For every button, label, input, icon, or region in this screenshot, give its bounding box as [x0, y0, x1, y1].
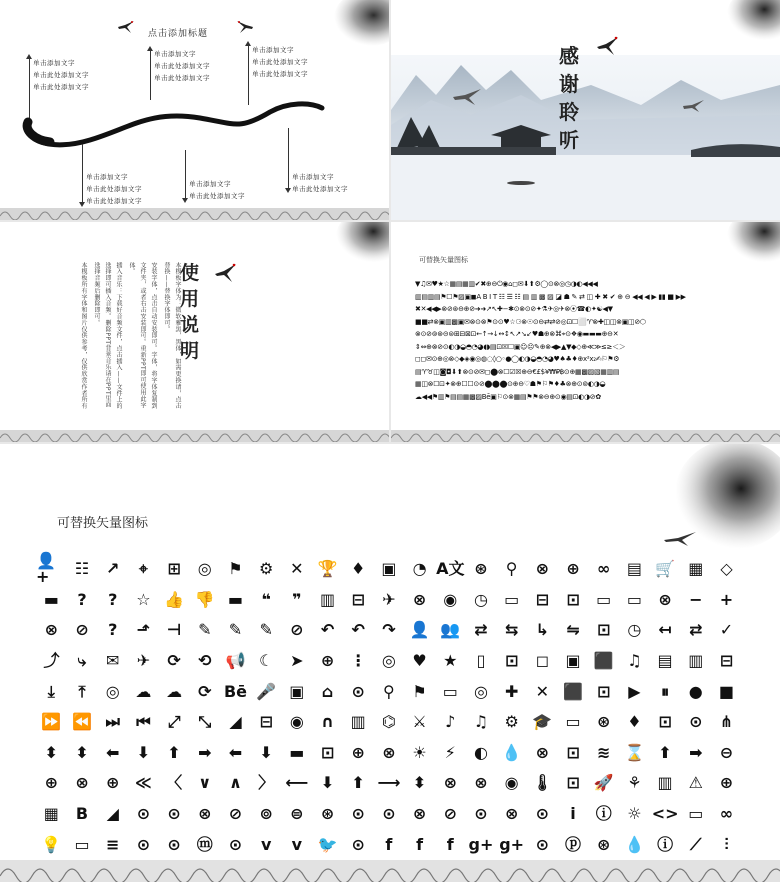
ink-wash-decoration — [721, 0, 780, 54]
icons-title[interactable]: 可替换矢量图标 — [57, 516, 149, 531]
vector-icon: ⌂ — [321, 681, 334, 701]
vector-icon: ◎ — [105, 681, 120, 701]
brush-stroke — [20, 100, 325, 164]
vector-icon: ♥ — [412, 651, 427, 671]
vector-icon: 🎤 — [256, 681, 277, 701]
vector-icon: ⬆ — [167, 742, 181, 762]
vector-icon: − — [689, 589, 703, 609]
vector-icon: ? — [108, 589, 118, 609]
vector-icon: f — [446, 834, 454, 854]
vector-icon: ∧ — [228, 773, 242, 793]
vector-icon: ❞ — [292, 589, 302, 609]
vector-icon: ⊘ — [443, 804, 457, 824]
instruction-column: 插入音乐：下载好音频文件，点击插入——文件上的选择即可插入音频。删除PPT背景音乐请在PPT里面选择音频后删除即可。 — [93, 262, 122, 410]
vector-icon: ⇄ — [474, 620, 488, 640]
vector-icon: ⚑ — [412, 681, 427, 701]
vector-icon: ⊗ — [535, 559, 550, 579]
vector-icon: ▭ — [626, 589, 642, 609]
slide-instructions[interactable] — [0, 222, 389, 442]
vector-icon: ⚔ — [412, 712, 427, 732]
vector-icon: ▭ — [688, 804, 704, 824]
vector-icon: ⫶ — [724, 834, 729, 854]
vector-icon: ⊚ — [259, 804, 273, 824]
vector-icon: ⊙ — [136, 834, 151, 854]
vector-icon: ⊙ — [535, 804, 550, 824]
vector-icon: ⊙ — [351, 681, 365, 701]
vector-icon: ⊗ — [198, 804, 212, 824]
vector-icon: ☁ — [166, 681, 183, 701]
vector-icon: ⟋ — [690, 834, 702, 854]
vector-icon: ⟵ — [285, 773, 309, 793]
vector-icon: ⊙ — [535, 834, 550, 854]
vector-icon: ⬅ — [106, 742, 120, 762]
slide-timeline[interactable] — [0, 0, 389, 220]
vector-icon: ⊛ — [320, 804, 335, 824]
icon-grid — [415, 278, 755, 403]
arrow-up-icon — [245, 41, 251, 46]
vector-icon: ✈ — [136, 651, 151, 671]
crane-icon — [453, 85, 483, 111]
vector-icon: Bē — [223, 681, 247, 701]
vector-icon: ⊗ — [504, 804, 519, 824]
vector-icon: 〈 — [166, 773, 183, 793]
vector-icon: ⤢ — [167, 712, 181, 732]
vector-icon: ☆ — [136, 589, 151, 609]
vector-icon: ≪ — [135, 773, 152, 793]
vector-icon: ⊡ — [566, 742, 580, 762]
vector-icon: ➡ — [689, 742, 703, 762]
vector-icon: ⬏ — [136, 620, 151, 640]
vector-icon: B — [75, 804, 89, 824]
vector-icon: ♪ — [445, 712, 456, 732]
vector-icon: ⊗ — [474, 773, 488, 793]
vector-icon: ▥ — [350, 712, 366, 732]
vector-icon: ≋ — [597, 742, 611, 762]
text-block[interactable]: 单击添加文字 单击此处添加文字 单击此处添加文字 — [86, 173, 142, 205]
vector-icon: ⌬ — [381, 712, 396, 732]
vector-icon: ⊗ — [382, 742, 396, 762]
vector-icon: ⤡ — [198, 712, 212, 732]
vector-icon: ▭ — [442, 681, 458, 701]
vector-icon: ⊙ — [689, 712, 703, 732]
wave-border — [0, 208, 389, 220]
vector-icon: ⬍ — [44, 742, 59, 762]
vector-icon: f — [385, 834, 393, 854]
vector-icon: ☼ — [627, 804, 642, 824]
instructions-heading[interactable]: 使 用 说 明 — [180, 262, 200, 362]
vector-icon: g+ — [468, 834, 494, 854]
vector-icon: 🛒 — [655, 559, 676, 579]
vector-icon: ⊞ — [167, 559, 181, 579]
vector-icon: ⊛ — [474, 559, 488, 579]
vector-icon: ◉ — [289, 712, 304, 732]
vector-icon: ♫ — [627, 651, 642, 671]
vector-icon: ⊙ — [351, 804, 365, 824]
vector-icon: 🚀 — [593, 773, 614, 793]
instruction-column: 本模板所有字体和图片仅供参考，仅供欣赏作者所有 — [80, 262, 87, 410]
icon-row: ▼♫✉♥★☆▦▤▦▥✔✖⊕⊖⏻◉⌂◻✉⬇⬆⚙◯⊙⊗◎◷◑◐◀◀◀ — [415, 280, 598, 288]
vector-icon: ⊘ — [228, 804, 243, 824]
vector-icon: ⊗ — [658, 589, 672, 609]
vector-icon: 〉 — [258, 773, 275, 793]
vector-icon: ⏸ — [661, 681, 670, 701]
vector-icon: i — [570, 804, 576, 824]
text-block[interactable]: 单击添加文字 单击此处添加文字 单击此处添加文字 — [154, 50, 210, 82]
vector-icon: ⊡ — [566, 589, 580, 609]
vector-icon: ⊜ — [290, 804, 304, 824]
vector-icon: ⊙ — [167, 834, 181, 854]
vector-icon: ▬ — [43, 589, 59, 609]
vector-icon: ▣ — [381, 559, 397, 579]
vector-icon: ⊘ — [290, 620, 304, 640]
vector-icon: ⤴ — [43, 651, 60, 671]
vector-icon: ⊛ — [597, 834, 611, 854]
crane-icon — [596, 35, 620, 61]
vector-icon: ⊗ — [412, 589, 427, 609]
vector-icon: ⋮ — [350, 651, 367, 671]
slide-thanks[interactable] — [391, 0, 780, 220]
vector-icon: ⊣ — [166, 620, 182, 640]
vector-icon: ∩ — [321, 712, 335, 732]
icon-row: ⇕⇔⊕⊗⊘⊙◐◑◒◓◔◕◖◗▤⊡☒☐▣☺☹✎⊕⊗◀▶▲▼◆◇⊕≪≫≤≥＜＞ — [415, 342, 626, 351]
instruction-column: 安装字体，点击自动安装即可。字体，将字体复制到文件夹，或者右击安装即可。重新PPT即可使用此字体。 — [128, 262, 157, 410]
vector-icon: ⚲ — [383, 681, 395, 701]
vector-icon: ♫ — [473, 712, 489, 732]
vector-icon: + — [719, 589, 734, 609]
vector-icon: ? — [77, 589, 87, 609]
vector-icon: ◉ — [504, 773, 519, 793]
vector-icon: ⬍ — [75, 742, 89, 762]
icon-row: ⊗⊙⊘⊚⊛⊝⊜⊞⊟⊠⊡←↑→↓↔↕↖↗↘↙♥☗⊕⊗⌘⌖⊙❖◉▬▬▬⊕⊖✕ — [415, 330, 619, 338]
vector-icon: 💧 — [624, 834, 645, 854]
vector-icon: ◻ — [535, 651, 549, 671]
crane-icon — [236, 18, 254, 40]
vector-icon: ❝ — [261, 589, 271, 609]
vector-icon: ▤ — [657, 651, 673, 671]
vector-icon: ∨ — [198, 773, 212, 793]
vector-icon: ⇆ — [504, 620, 519, 640]
vector-icon: ⊙ — [351, 834, 365, 854]
vector-icon: ⏪ — [72, 712, 92, 732]
vector-icon: 👎 — [194, 589, 215, 609]
vector-icon: ♦ — [351, 559, 366, 579]
vector-icon: ⊗ — [75, 773, 89, 793]
text-block[interactable]: 单击添加文字 单击此处添加文字 单击此处添加文字 — [33, 59, 89, 91]
vector-icon: ✓ — [719, 620, 734, 640]
vector-icon: ⓟ — [565, 834, 582, 854]
vector-icon: ⊡ — [566, 773, 580, 793]
vector-icon: ⊗ — [443, 773, 457, 793]
vector-icon: ▥ — [688, 651, 704, 671]
vector-icon: ✈ — [382, 589, 396, 609]
arrow-down-icon — [182, 198, 188, 203]
vector-icon: ✚ — [504, 681, 519, 701]
connector-line — [248, 45, 249, 105]
vector-icon: ◎ — [381, 651, 396, 671]
vector-icon: ▥ — [319, 589, 336, 609]
ink-wash-decoration — [330, 222, 389, 276]
icon-row: ▤♈♉◫◙◘⬇⬆⊗⊙⊘✉◻⬤⊗☐☑☒⊕⊖€£$¥₩₽฿⊙⊕▦▩▨▧▦▥▤ — [415, 367, 620, 376]
vector-icon: ◎ — [473, 681, 488, 701]
vector-icon: ⊡ — [597, 620, 611, 640]
vector-icon: ⬆ — [658, 742, 672, 762]
vector-icon: ⚡ — [444, 742, 456, 762]
vector-icon: ⚙ — [258, 559, 274, 579]
vector-icon: 🏆 — [317, 559, 338, 579]
vector-icon: ⓘ — [595, 804, 612, 824]
vector-icon: ▣ — [565, 651, 581, 671]
vector-icon: ◢ — [229, 712, 242, 732]
vector-icon: ◇ — [720, 559, 733, 579]
arrow-up-icon — [147, 46, 153, 51]
vector-icon: ↗ — [106, 559, 120, 579]
vector-icon: ◉ — [443, 589, 458, 609]
vector-icon: ☷ — [74, 559, 90, 579]
vector-icon: <> — [651, 804, 679, 824]
icon-row: ■■⇄⊗▣▥▩▣✉⊗⊙⊗⚑⊙⊙♥☆⚆⊗☉⊙⊖⇄⇄⊘◎⊡☐⬜♈⊗✚◫◫⊗▣◫⊘⬡ — [415, 317, 646, 326]
vector-icon: ⚙ — [504, 712, 519, 732]
vector-icon: ✎ — [259, 620, 273, 640]
vector-icon: 💧 — [501, 742, 522, 762]
arrow-up-icon — [26, 54, 32, 59]
vector-icon: ⊡ — [320, 742, 335, 762]
vector-icon: ⏭ — [105, 712, 120, 732]
vector-icon: ✕ — [290, 559, 304, 579]
vector-icon: f — [416, 834, 424, 854]
vector-icon: ⚠ — [688, 773, 703, 793]
vector-icon: ◷ — [627, 620, 642, 640]
vector-icon: ⓘ — [657, 834, 674, 854]
vector-icon: ▣ — [289, 681, 305, 701]
vector-icon: ↷ — [382, 620, 396, 640]
vector-icon: ♦ — [627, 712, 642, 732]
vector-icon: 🐦 — [317, 834, 338, 854]
vector-icon: ▬ — [289, 742, 305, 762]
vector-icon: ◐ — [473, 742, 488, 762]
connector-line — [82, 144, 83, 204]
vector-icon: ⊡ — [658, 712, 672, 732]
vector-icon: ⬍ — [412, 773, 427, 793]
landscape-painting — [391, 55, 780, 220]
instructions-text[interactable] — [78, 262, 183, 412]
instruction-column: 本模板字体为：微软雅黑，黑体，如需更换请，点击替换——替换字体即可。 — [163, 262, 181, 410]
vector-icon: ≡ — [106, 834, 120, 854]
vector-icon: ▥ — [657, 773, 673, 793]
vector-icon: ◎ — [197, 559, 212, 579]
vector-icon: ⬛ — [563, 681, 583, 701]
vector-icon: ⊘ — [75, 620, 89, 640]
vector-icon: ◔ — [412, 559, 427, 579]
wave-border — [391, 430, 780, 442]
vector-icon: ▯ — [476, 651, 486, 671]
vector-icon: ⬇ — [136, 742, 151, 762]
vector-icon: 🌡 — [532, 773, 553, 793]
vector-icon: ⏮ — [136, 712, 151, 732]
vector-icon: ▦ — [688, 559, 704, 579]
vector-icon: ⤒ — [78, 681, 86, 701]
slide-title[interactable]: 点击添加标题 — [148, 29, 209, 39]
vector-icon: ↤ — [658, 620, 672, 640]
text-block[interactable]: 单击添加文字 单击此处添加文字 — [189, 180, 245, 200]
vector-icon: ● — [688, 681, 703, 701]
vector-icon: ☾ — [258, 651, 274, 671]
vector-icon: ⊙ — [136, 804, 151, 824]
vector-icon: ⊙ — [228, 834, 243, 854]
wave-border — [0, 430, 389, 442]
vector-icon: ✉ — [106, 651, 120, 671]
arrow-down-icon — [79, 202, 85, 207]
vector-icon: ⚘ — [627, 773, 642, 793]
icon-row: ◻◻✉⊙⊕◎⊗◇◆◈◉◎◍◌◊○◦●◯◐◑◒◓◔◕♥♠♣♦⊕x²x₂✍⚐⚑⚙ — [415, 355, 620, 363]
vector-icon: ⊟ — [535, 589, 550, 609]
vector-icon: ▭ — [504, 589, 520, 609]
vector-icon: ⊕ — [106, 773, 120, 793]
vector-icon: ⊕ — [719, 773, 734, 793]
vector-icon: ⊟ — [259, 712, 273, 732]
vector-icon: ∞ — [719, 804, 734, 824]
vector-icon: ⊟ — [351, 589, 365, 609]
crane-icon — [664, 530, 698, 552]
vector-icon: ⋔ — [719, 712, 734, 732]
wave-border — [0, 860, 780, 882]
vector-icon: ☁ — [135, 681, 152, 701]
arrow-down-icon — [285, 188, 291, 193]
vector-icon: ◢ — [106, 804, 119, 824]
vector-icon: ▤ — [626, 559, 642, 579]
vector-icon: ⊡ — [504, 651, 519, 671]
vector-icon: 👤+ — [36, 551, 56, 587]
vector-icon: A文 — [436, 559, 465, 579]
vector-icon: 👤 — [409, 620, 430, 640]
vector-icon: ⤓ — [47, 681, 55, 701]
icon-grid — [36, 551, 742, 882]
vector-icon: ▶ — [628, 681, 641, 701]
vector-icon: ⇋ — [566, 620, 580, 640]
crane-icon — [683, 98, 705, 118]
vector-icon: ☀ — [412, 742, 427, 762]
vector-icon: ⬅ — [228, 742, 243, 762]
vector-icon: ✕ — [535, 681, 550, 701]
vector-icon: ∞ — [597, 559, 611, 579]
vector-icon: ⌛ — [624, 742, 645, 762]
crane-icon — [214, 262, 238, 288]
vector-icon: ⊡ — [597, 681, 611, 701]
vector-icon: ⬛ — [593, 651, 614, 671]
vector-icon: ▭ — [565, 712, 581, 732]
vector-icon: ⤷ — [77, 651, 87, 671]
thanks-heading[interactable]: 感 谢 聆 听 — [559, 44, 579, 152]
vector-icon: ▭ — [596, 589, 612, 609]
vector-icon: ■ — [718, 681, 735, 701]
vector-icon: ⟳ — [167, 651, 181, 671]
vector-icon: ⊕ — [44, 773, 59, 793]
icon-row: ▦◫⊗☐⊡✦⊗⊕☐☐⊙⊘⬤⬤⬤⊙⊕⊖♡☗⚑⚐⚑♦♣⊗⊕⊙⊚◐◑◒ — [415, 380, 606, 388]
vector-icon: v — [291, 834, 303, 854]
vector-icon: ✎ — [198, 620, 212, 640]
vector-icon: ⊗ — [535, 742, 550, 762]
connector-line — [185, 150, 186, 200]
icon-row: ▥▤▥▤⚑☐⚑▨▣◼A B I T ☷ ☰ ☷ ▤ ▥ ▩ ▨ ◪ ☗ ✎ ⇄ ◫ ✚ ✖ ✔ ⊕ ⊖ ◀◀ ◀ ▶ ▮▮ ■ ▶▶ — [415, 292, 686, 301]
text-block[interactable]: 单击添加文字 单击此处添加文字 — [292, 173, 348, 193]
vector-icon: 🎓 — [532, 712, 553, 732]
vector-icon: 👥 — [440, 620, 461, 640]
vector-icon: ⊗ — [44, 620, 59, 640]
vector-icon: ◷ — [473, 589, 488, 609]
vector-icon: ⌖ — [138, 559, 148, 579]
vector-icon: ⬇ — [259, 742, 273, 762]
vector-icon: ⚲ — [505, 559, 518, 579]
connector-line — [150, 50, 151, 100]
vector-icon: ↶ — [351, 620, 365, 640]
vector-icon: ⬇ — [320, 773, 335, 793]
vector-icon: ⊕ — [320, 651, 335, 671]
vector-icon: ✎ — [228, 620, 243, 640]
slide-icons-small[interactable] — [391, 222, 780, 442]
vector-icon: ⓜ — [196, 834, 213, 854]
text-block[interactable]: 单击添加文字 单击此处添加文字 单击此处添加文字 — [252, 46, 308, 78]
vector-icon: ★ — [443, 651, 458, 671]
icon-row: ✖✕◀◀▶⊗⊘⊛⊖⊕⊘➜➜↗↖✚−✱⊙⊗⊙⊘✦⚗✈◎✈⊗⦿☎◐✦☯◀▼ — [415, 305, 613, 313]
vector-icon: ⊕ — [566, 559, 580, 579]
vector-icon: ▦ — [43, 804, 59, 824]
vector-icon: ? — [108, 620, 118, 640]
vector-icon: ⊟ — [719, 651, 734, 671]
vector-icon: ↶ — [320, 620, 335, 640]
vector-icon: ⊙ — [167, 804, 181, 824]
slide-icons-large[interactable] — [0, 444, 780, 882]
vector-icon: 📢 — [225, 651, 246, 671]
vector-icon: ⏩ — [41, 712, 62, 732]
ink-wash-decoration — [325, 0, 389, 54]
ink-wash-decoration — [721, 222, 780, 276]
vector-icon: ⚑ — [228, 559, 243, 579]
vector-icon: ➡ — [198, 742, 212, 762]
vector-icon: ▬ — [227, 589, 244, 609]
vector-icon: ⟳ — [198, 681, 212, 701]
vector-icon: 👍 — [164, 589, 185, 609]
vector-icon: ⊗ — [412, 804, 427, 824]
vector-icon: v — [260, 834, 272, 854]
vector-icon: ▭ — [74, 834, 90, 854]
vector-icon: ⊙ — [382, 804, 396, 824]
vector-icon: ⊖ — [719, 742, 734, 762]
icon-row: ☁◀◀⚑▥⚑▤▤▦▩▨Bē▣⚐⊙⊗▦▤⚑⚑⊗⊖⊕⊙◉▤⊡◐◑⊘✿ — [415, 392, 601, 401]
vector-icon: ⊙ — [474, 804, 488, 824]
vector-icon: ⊛ — [597, 712, 611, 732]
vector-icon: 💡 — [41, 834, 62, 854]
vector-icon: ⬆ — [351, 773, 365, 793]
crane-icon — [117, 18, 135, 40]
vector-icon: ⇄ — [689, 620, 703, 640]
vector-icon: ⊕ — [351, 742, 365, 762]
vector-icon: ⟶ — [377, 773, 401, 793]
vector-icon: g+ — [499, 834, 525, 854]
icons-title[interactable]: 可替换矢量图标 — [419, 256, 468, 264]
vector-icon: ➤ — [290, 651, 304, 671]
vector-icon: ⟲ — [198, 651, 212, 671]
connector-line — [288, 128, 289, 190]
vector-icon: ↳ — [535, 620, 550, 640]
